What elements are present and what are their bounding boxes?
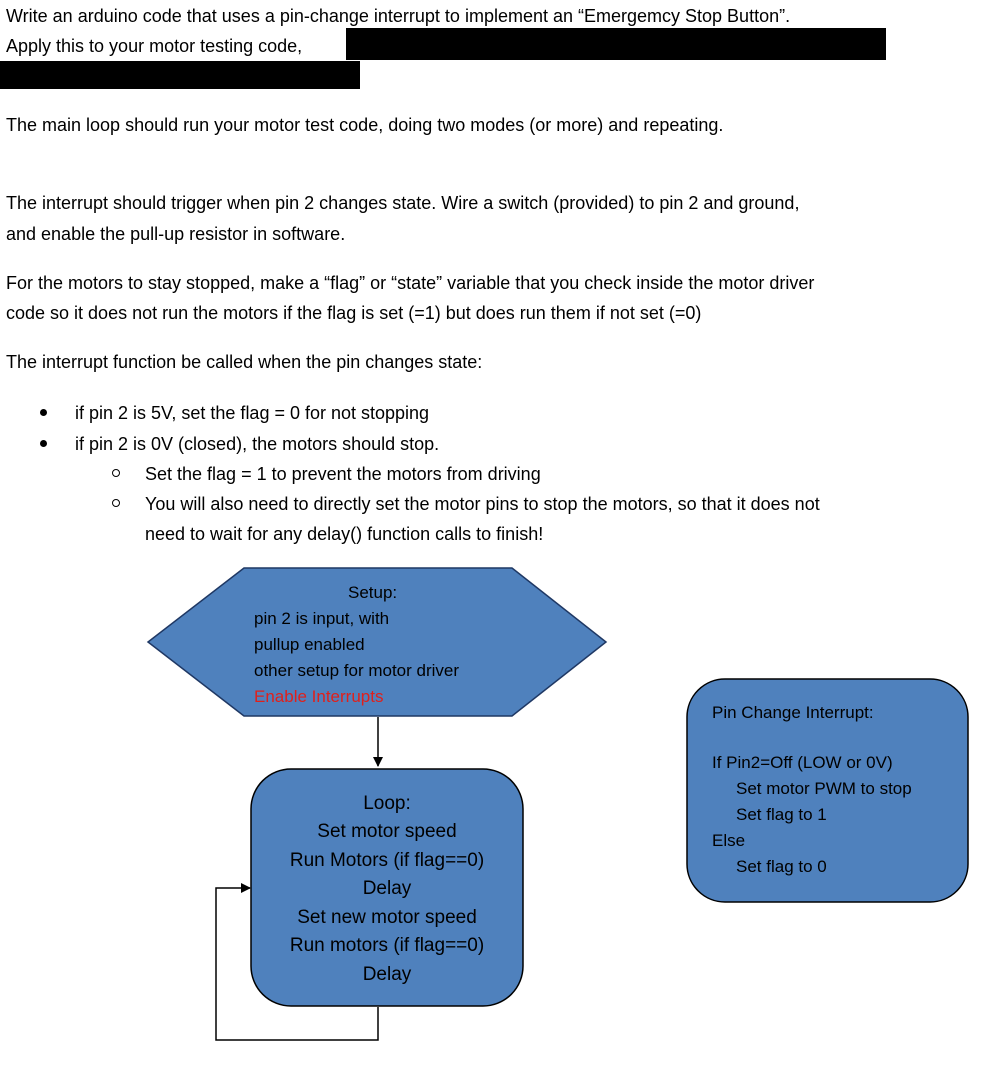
intro-line-1: Write an arduino code that uses a pin-change interrupt to implement an “Emergemcy Stop Button”. xyxy=(6,6,791,26)
isr-then-line: Set flag to 1 xyxy=(736,805,827,824)
flag-paragraph-line-1: For the motors to stay stopped, make a “flag” or “state” variable that you check inside the motor driver xyxy=(6,273,815,293)
sub-bullet-continuation: need to wait for any delay() function calls to finish! xyxy=(145,524,544,544)
loop-line: Run Motors (if flag==0) xyxy=(289,850,485,871)
bullet-item: if pin 2 is 0V (closed), the motors should stop. xyxy=(75,434,440,454)
loop-line: Set motor speed xyxy=(317,821,457,842)
setup-line: other setup for motor driver xyxy=(254,661,460,680)
loop-line: Delay xyxy=(362,964,412,985)
isr-else-action: Set flag to 0 xyxy=(736,857,827,876)
interrupt-paragraph-line-2: and enable the pull-up resistor in software. xyxy=(6,224,346,244)
setup-line: pullup enabled xyxy=(254,635,365,654)
loop-line: Set new motor speed xyxy=(297,907,477,928)
loop-title: Loop: xyxy=(363,793,411,814)
loop-line: Run motors (if flag==0) xyxy=(289,935,485,956)
bullet-item: if pin 2 is 5V, set the flag = 0 for not stopping xyxy=(75,403,430,423)
isr-if-line: If Pin2=Off (LOW or 0V) xyxy=(712,753,893,772)
intro-line-2: Apply this to your motor testing code, xyxy=(6,36,303,56)
loop-line: Delay xyxy=(362,878,412,899)
setup-title: Setup: xyxy=(348,583,398,602)
sub-bullet-item: You will also need to directly set the motor pins to stop the motors, so that it does not xyxy=(145,494,820,514)
isr-else-line: Else xyxy=(712,831,746,850)
sub-bullet-item: Set the flag = 1 to prevent the motors from driving xyxy=(145,464,541,484)
setup-line: pin 2 is input, with xyxy=(254,609,390,628)
enable-interrupts-label: Enable Interrupts xyxy=(254,687,384,706)
main-loop-paragraph: The main loop should run your motor test code, doing two modes (or more) and repeating. xyxy=(6,115,724,135)
isr-then-line: Set motor PWM to stop xyxy=(736,779,912,798)
call-intro: The interrupt function be called when the pin changes state: xyxy=(6,352,483,372)
flag-paragraph-line-2: code so it does not run the motors if the flag is set (=1) but does run them if not set (=0) xyxy=(6,303,702,323)
interrupt-paragraph-line-1: The interrupt should trigger when pin 2 changes state. Wire a switch (provided) to pin 2 and ground, xyxy=(6,193,800,213)
isr-title: Pin Change Interrupt: xyxy=(712,703,874,722)
